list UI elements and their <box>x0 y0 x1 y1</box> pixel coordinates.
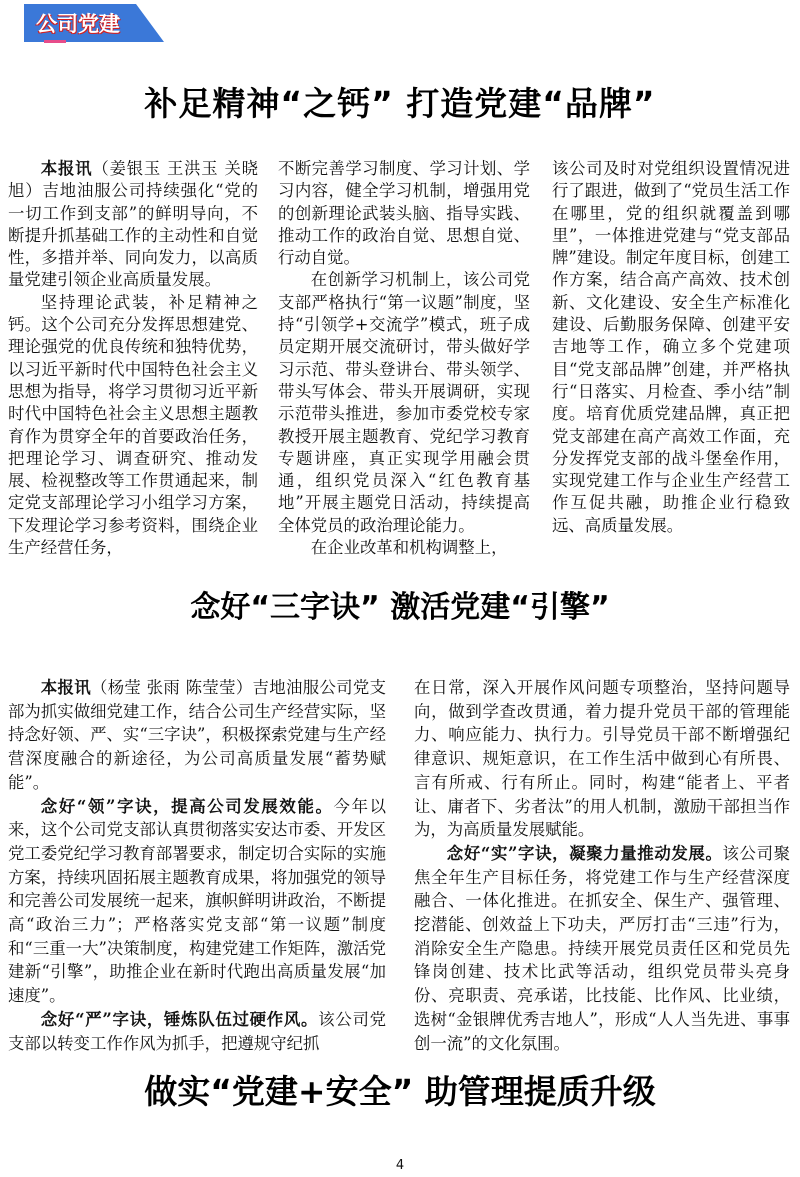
article-1-column-3 <box>552 158 790 537</box>
paragraph-text: （姜银玉 王洪玉 关晓旭）吉地油服公司持续强化“党的一切工作到支部”的鲜明导向，不断提升抓基础工作的主动性和自觉性，多措并举、同向发力，以高质量党建引领企业高质量发展。 <box>8 159 259 290</box>
article-2-column-1 <box>8 676 386 1055</box>
paragraph-lead: 本报讯 <box>40 159 93 178</box>
paragraph <box>278 158 530 269</box>
paragraph-lead: 本报讯 <box>40 678 91 697</box>
paragraph-lead: 念好“实”字诀，凝聚力量推动发展。 <box>446 843 723 863</box>
paragraph-text: 不断完善学习制度、学习计划、学习内容，健全学习机制，增强用党的创新理论武装头脑、指导实践、推动工作的政治自觉、思想自觉、行动自觉。 <box>278 159 530 268</box>
paragraph-lead: 念好“领”字诀，提高公司发展效能。 <box>40 796 334 816</box>
paragraph <box>414 842 790 1055</box>
article-2-headline: 念好“三字诀” 激活党建“引擎” <box>190 590 610 625</box>
page-number: 4 <box>395 1158 405 1173</box>
paragraph <box>8 292 258 560</box>
paragraph-text: 今年以来，这个公司党支部认真贯彻落实安达市委、开发区党工委党纪学习教育部署要求，制定切合实际的实施方案，持续巩固拓展主题教育成果，将加强党的领导和完善公司发展统一起来，旗帜鲜明讲政治，不断提高“政治三力”；严格落实党支部“第一议题”制度和“三重一大”决策制度，构建党建工作矩阵，激活党建新“引擎”，助推企业在新时代跑出高质量发展“加速度”。 <box>8 796 386 1006</box>
paragraph <box>8 676 386 795</box>
paragraph-text: 该公司党支部以转变工作作风为抓手，把遵规守纪抓 <box>8 1009 387 1053</box>
paragraph <box>278 537 530 559</box>
paragraph-text: 该公司及时对党组织设置情况进行了跟进，做到了“党员生活工作在哪里，党的组织就覆盖到哪里”，一体推进党建与“党支部品牌”建设。制定年度目标，创建工作方案，结合高产高效、技术创新、文化建设、安全生产标准化建设、后勤服务保障、创建平安吉地等工作，确立多个党建项目“党支部品牌”创建，并严格执行“日落实、月检查、季小结”制度。培育优质党建品牌，真正把党支部建在高产高效工作面，充分发挥党支部的战斗堡垒作用，实现党建工作与企业生产经营工作互促共融，助推企业行稳致远、高质量发展。 <box>552 159 790 535</box>
paragraph-text: 在创新学习机制上，该公司党支部严格执行“第一议题”制度，坚持“引领学+交流学”模式，班子成员定期开展交流研讨，带头做好学习示范、带头登讲台、带头领学、带头写体会、带头开展调研，实现示范带头推进，参加市委党校专家教授开展主题教育、党纪学习教育专题讲座，真正实现学用融会贯通，组织党员深入“红色教育基地”开展主题党日活动，持续提高全体党员的政治理论能力。 <box>278 270 530 535</box>
paragraph <box>278 269 530 537</box>
paragraph-lead: 念好“严”字诀，锤炼队伍过硬作风。 <box>40 1009 319 1029</box>
section-tag: 公司党建 <box>36 12 120 36</box>
paragraph <box>8 1008 386 1055</box>
paragraph-text: 坚持理论武装，补足精神之钙。这个公司充分发挥思想建党、理论强党的优良传统和独特优势，以习近平新时代中国特色社会主义思想为指导，将学习贯彻习近平新时代中国特色社会主义思想主题教育作为贯穿全年的首要政治任务，把理论学习、调查研究、推动发展、检视整改等工作贯通起来，制定党支部理论学习小组学习方案，下发理论学习参考资料，围绕企业生产经营任务， <box>8 292 258 558</box>
paragraph-text: （杨莹 张雨 陈莹莹）吉地油服公司党支部为抓实做细党建工作，结合公司生产经营实际，坚持念好领、严、实“三字诀”，积极探索党建与生产经营深度融合的新途径，为公司高质量发展“蓄势赋能”。 <box>8 678 387 792</box>
article-1-column-2 <box>278 158 530 559</box>
paragraph <box>414 676 790 842</box>
article-1-headline: 补足精神“之钙” 打造党建“品牌” <box>144 84 656 123</box>
paragraph <box>8 795 386 1008</box>
article-2-column-2 <box>414 676 790 1055</box>
section-tag-accent <box>44 40 66 43</box>
paragraph <box>552 158 790 537</box>
paragraph-text: 该公司聚焦全年生产目标任务，将党建工作与生产经营深度融合、一体化推进。在抓安全、保生产、强管理、挖潜能、创效益上下功夫，严厉打击“三违”行为，消除安全生产隐患。持续开展党员责任区和党员先锋岗创建、技术比武等活动，组织党员带头亮身份、亮职责、亮承诺，比技能、比作风、比业绩，选树“金银牌优秀吉地人”，形成“人人当先进、事事创一流”的文化氛围。 <box>414 843 791 1053</box>
article-1-column-1 <box>8 158 258 559</box>
article-3-headline: 做实“党建+安全” 助管理提质升级 <box>144 1072 656 1111</box>
paragraph-text: 在企业改革和机构调整上， <box>310 538 508 558</box>
paragraph-text: 在日常，深入开展作风问题专项整治，坚持问题导向，做到学查改贯通，着力提升党员干部的管理能力、响应能力、执行力。引导党员干部不断增强纪律意识、规矩意识，在工作生活中做到心有所畏、言有所戒、行有所止。同时，构建“能者上、平者让、庸者下、劣者汰”的用人机制，激励干部担当作为，为高质量发展赋能。 <box>414 678 790 840</box>
paragraph <box>8 158 258 292</box>
